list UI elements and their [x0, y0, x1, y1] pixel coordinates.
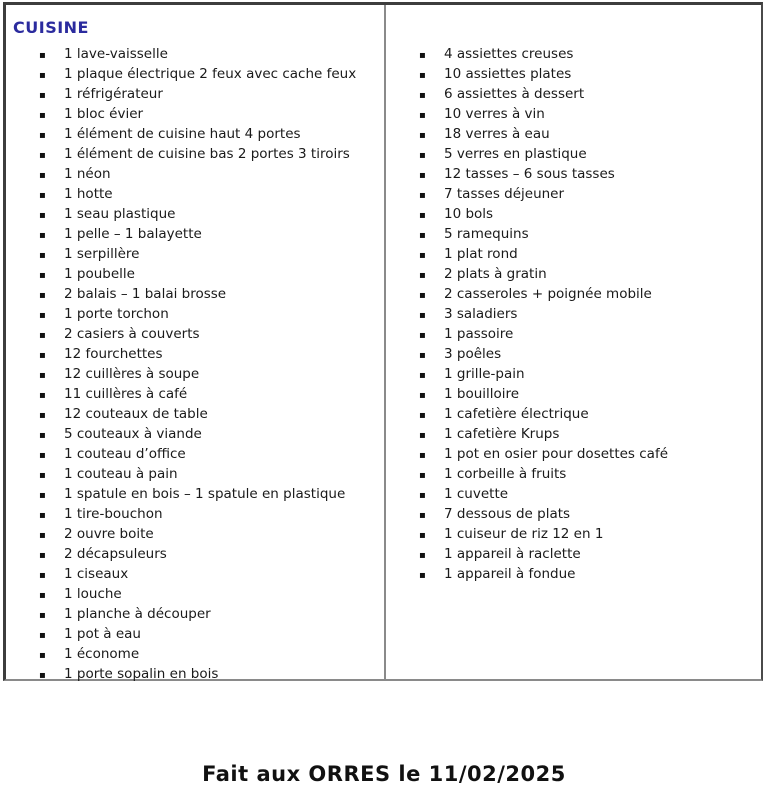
bullet-square-icon: ▪	[419, 350, 426, 361]
item-label: 2 casseroles + poignée mobile	[444, 286, 652, 302]
bullet-square-icon: ▪	[419, 490, 426, 501]
item-label: 1 hotte	[64, 186, 113, 202]
bullet-square-icon: ▪	[419, 170, 426, 181]
item-label: 1 appareil à fondue	[444, 566, 576, 582]
list-item	[6, 204, 384, 224]
bullet-square-icon: ▪	[419, 570, 426, 581]
list-item	[6, 344, 384, 364]
bullet-square-icon: ▪	[419, 190, 426, 201]
list-item	[386, 144, 761, 164]
bullet-square-icon: ▪	[39, 430, 46, 441]
list-item	[6, 524, 384, 544]
item-label: 1 cuiseur de riz 12 en 1	[444, 526, 604, 542]
bullet-square-icon: ▪	[419, 530, 426, 541]
bullet-square-icon: ▪	[419, 410, 426, 421]
bullet-square-icon: ▪	[419, 150, 426, 161]
list-item	[386, 244, 761, 264]
item-label: 12 cuillères à soupe	[64, 366, 200, 382]
item-label: 1 couteau à pain	[64, 466, 178, 482]
bullet-square-icon: ▪	[39, 450, 46, 461]
list-item	[6, 404, 384, 424]
list-item	[386, 444, 761, 464]
item-label: 7 dessous de plats	[444, 506, 571, 522]
bullet-square-icon: ▪	[419, 390, 426, 401]
item-label: 2 décapsuleurs	[64, 546, 167, 562]
item-label: 3 poêles	[444, 346, 502, 362]
list-item	[6, 364, 384, 384]
bullet-square-icon: ▪	[419, 370, 426, 381]
item-label: 10 assiettes plates	[444, 66, 572, 82]
item-label: 12 fourchettes	[64, 346, 163, 362]
bullet-square-icon: ▪	[39, 670, 46, 681]
bullet-square-icon: ▪	[39, 70, 46, 81]
list-item	[6, 384, 384, 404]
item-label: 10 bols	[444, 206, 494, 222]
item-label: 1 seau plastique	[64, 206, 176, 222]
bullet-square-icon: ▪	[39, 410, 46, 421]
list-item	[6, 224, 384, 244]
bullet-square-icon: ▪	[419, 550, 426, 561]
bullet-square-icon: ▪	[419, 470, 426, 481]
list-item	[6, 44, 384, 64]
bullet-square-icon: ▪	[39, 310, 46, 321]
list-item	[386, 324, 761, 344]
item-label: 2 plats à gratin	[444, 266, 547, 282]
list-item	[386, 564, 761, 584]
bullet-square-icon: ▪	[39, 50, 46, 61]
bullet-square-icon: ▪	[39, 90, 46, 101]
item-label: 1 économe	[64, 646, 140, 662]
item-label: 5 couteaux à viande	[64, 426, 202, 442]
list-item	[386, 344, 761, 364]
list-item	[6, 444, 384, 464]
bullet-square-icon: ▪	[419, 330, 426, 341]
item-label: 1 plaque électrique 2 feux avec cache feux	[64, 66, 357, 82]
list-item	[6, 264, 384, 284]
bullet-square-icon: ▪	[39, 290, 46, 301]
item-label: 1 bouilloire	[444, 386, 520, 402]
list-item	[386, 204, 761, 224]
item-label: 1 plat rond	[444, 246, 518, 262]
bullet-square-icon: ▪	[39, 610, 46, 621]
item-label: 12 couteaux de table	[64, 406, 208, 422]
inventory-list-right	[386, 44, 761, 584]
bullet-square-icon: ▪	[39, 170, 46, 181]
item-label: 1 lave-vaisselle	[64, 46, 168, 62]
list-item	[6, 484, 384, 504]
list-item	[386, 404, 761, 424]
list-item	[6, 304, 384, 324]
list-item	[386, 284, 761, 304]
item-label: 1 couteau d’office	[64, 446, 186, 462]
inventory-column-left	[6, 5, 386, 682]
list-item	[386, 504, 761, 524]
item-label: 1 serpillère	[64, 246, 140, 262]
bullet-square-icon: ▪	[39, 370, 46, 381]
item-label: 1 porte sopalin en bois	[64, 666, 219, 682]
bullet-square-icon: ▪	[39, 350, 46, 361]
item-label: 11 cuillères à café	[64, 386, 188, 402]
list-item	[386, 424, 761, 444]
item-label: 7 tasses déjeuner	[444, 186, 565, 202]
item-label: 1 cafetière électrique	[444, 406, 589, 422]
list-item	[386, 364, 761, 384]
item-label: 3 saladiers	[444, 306, 518, 322]
list-item	[6, 604, 384, 624]
item-label: 1 porte torchon	[64, 306, 169, 322]
bullet-square-icon: ▪	[39, 330, 46, 341]
item-label: 2 ouvre boite	[64, 526, 154, 542]
list-item	[386, 164, 761, 184]
list-item	[386, 544, 761, 564]
bullet-square-icon: ▪	[419, 230, 426, 241]
bullet-square-icon: ▪	[39, 390, 46, 401]
list-item	[386, 384, 761, 404]
item-label: 1 cuvette	[444, 486, 509, 502]
item-label: 1 cafetière Krups	[444, 426, 560, 442]
section-title-cuisine: CUISINE	[13, 18, 89, 37]
item-label: 1 néon	[64, 166, 111, 182]
list-item	[386, 84, 761, 104]
list-item	[386, 464, 761, 484]
item-label: 1 planche à découper	[64, 606, 211, 622]
bullet-square-icon: ▪	[419, 50, 426, 61]
bullet-square-icon: ▪	[39, 510, 46, 521]
list-item	[6, 284, 384, 304]
bullet-square-icon: ▪	[39, 190, 46, 201]
inventory-list-left	[6, 44, 384, 684]
list-item	[6, 244, 384, 264]
item-label: 1 appareil à raclette	[444, 546, 581, 562]
bullet-square-icon: ▪	[419, 430, 426, 441]
item-label: 1 pot à eau	[64, 626, 141, 642]
bullet-square-icon: ▪	[419, 290, 426, 301]
list-item	[6, 184, 384, 204]
list-item	[6, 664, 384, 684]
list-item	[6, 64, 384, 84]
item-label: 5 ramequins	[444, 226, 529, 242]
item-label: 1 tire-bouchon	[64, 506, 163, 522]
footer-date-line: Fait aux ORRES le 11/02/2025	[202, 762, 566, 786]
item-label: 12 tasses – 6 sous tasses	[444, 166, 615, 182]
bullet-square-icon: ▪	[39, 230, 46, 241]
inventory-table	[3, 2, 763, 681]
bullet-square-icon: ▪	[39, 490, 46, 501]
list-item	[6, 324, 384, 344]
item-label: 1 pelle – 1 balayette	[64, 226, 202, 242]
list-item	[386, 184, 761, 204]
bullet-square-icon: ▪	[419, 270, 426, 281]
bullet-square-icon: ▪	[419, 450, 426, 461]
item-label: 1 élément de cuisine haut 4 portes	[64, 126, 301, 142]
list-item	[6, 124, 384, 144]
item-label: 1 poubelle	[64, 266, 135, 282]
list-item	[6, 84, 384, 104]
bullet-square-icon: ▪	[39, 590, 46, 601]
list-item	[6, 624, 384, 644]
list-item	[386, 64, 761, 84]
bullet-square-icon: ▪	[39, 530, 46, 541]
item-label: 1 ciseaux	[64, 566, 129, 582]
list-item	[386, 484, 761, 504]
list-item	[6, 144, 384, 164]
list-item	[6, 424, 384, 444]
list-item	[6, 564, 384, 584]
item-label: 10 verres à vin	[444, 106, 545, 122]
list-item	[6, 644, 384, 664]
bullet-square-icon: ▪	[39, 130, 46, 141]
bullet-square-icon: ▪	[39, 630, 46, 641]
list-item	[386, 224, 761, 244]
list-item	[6, 544, 384, 564]
list-item	[6, 584, 384, 604]
item-label: 1 réfrigérateur	[64, 86, 163, 102]
item-label: 1 pot en osier pour dosettes café	[444, 446, 669, 462]
list-item	[6, 164, 384, 184]
list-item	[6, 464, 384, 484]
bullet-square-icon: ▪	[419, 250, 426, 261]
bullet-square-icon: ▪	[39, 270, 46, 281]
bullet-square-icon: ▪	[39, 650, 46, 661]
item-label: 1 grille-pain	[444, 366, 525, 382]
bullet-square-icon: ▪	[419, 510, 426, 521]
bullet-square-icon: ▪	[419, 90, 426, 101]
bullet-square-icon: ▪	[39, 150, 46, 161]
item-label: 1 passoire	[444, 326, 514, 342]
item-label: 1 bloc évier	[64, 106, 144, 122]
bullet-square-icon: ▪	[39, 470, 46, 481]
list-item	[386, 104, 761, 124]
item-label: 5 verres en plastique	[444, 146, 587, 162]
item-label: 1 spatule en bois – 1 spatule en plastique	[64, 486, 346, 502]
inventory-column-right	[386, 5, 761, 679]
list-item	[386, 524, 761, 544]
item-label: 2 casiers à couverts	[64, 326, 200, 342]
bullet-square-icon: ▪	[39, 210, 46, 221]
bullet-square-icon: ▪	[39, 110, 46, 121]
bullet-square-icon: ▪	[419, 70, 426, 81]
list-item	[386, 44, 761, 64]
item-label: 1 corbeille à fruits	[444, 466, 567, 482]
bullet-square-icon: ▪	[419, 130, 426, 141]
item-label: 1 élément de cuisine bas 2 portes 3 tiroirs	[64, 146, 350, 162]
item-label: 1 louche	[64, 586, 122, 602]
list-item	[6, 504, 384, 524]
item-label: 18 verres à eau	[444, 126, 550, 142]
list-item	[6, 104, 384, 124]
list-item	[386, 264, 761, 284]
item-label: 2 balais – 1 balai brosse	[64, 286, 227, 302]
list-item	[386, 124, 761, 144]
item-label: 6 assiettes à dessert	[444, 86, 585, 102]
bullet-square-icon: ▪	[39, 250, 46, 261]
bullet-square-icon: ▪	[39, 570, 46, 581]
bullet-square-icon: ▪	[39, 550, 46, 561]
item-label: 4 assiettes creuses	[444, 46, 574, 62]
bullet-square-icon: ▪	[419, 110, 426, 121]
bullet-square-icon: ▪	[419, 310, 426, 321]
list-item	[386, 304, 761, 324]
bullet-square-icon: ▪	[419, 210, 426, 221]
